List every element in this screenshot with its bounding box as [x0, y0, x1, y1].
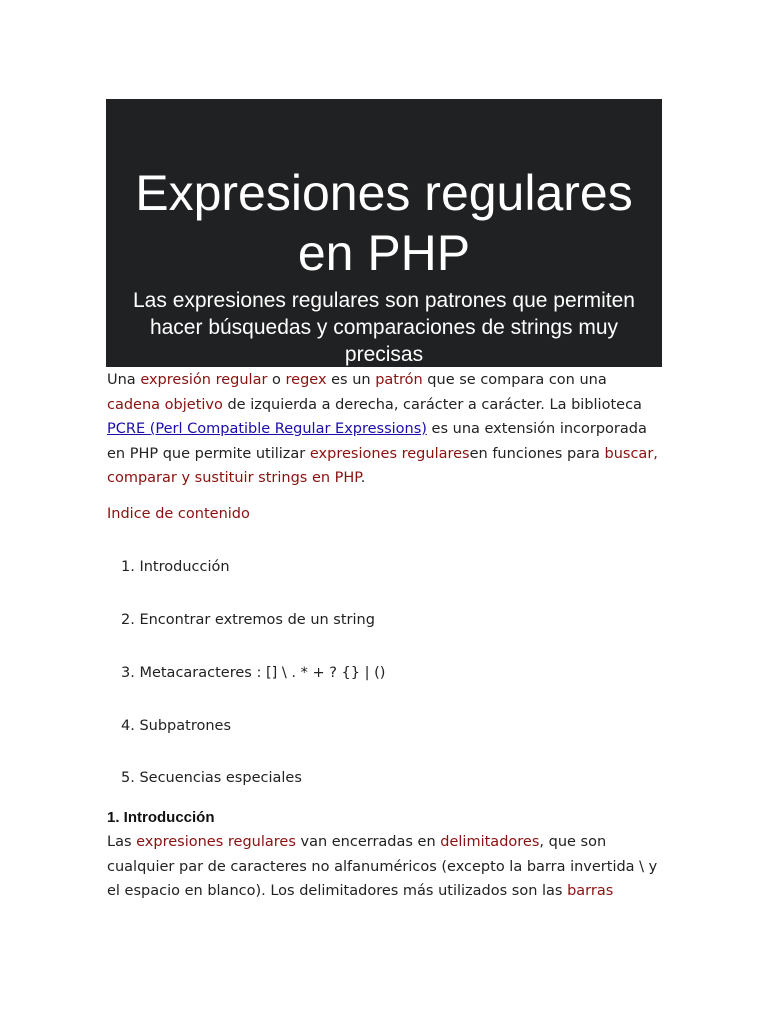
term-expresiones-regulares[interactable]: expresiones regulares [309, 445, 470, 462]
term-delimitadores[interactable]: delimitadores [440, 834, 540, 850]
hero-banner [106, 99, 662, 367]
term-patron[interactable]: patrón [375, 372, 423, 388]
section-paragraph [107, 830, 663, 904]
toc-title: Indice de contenido [107, 506, 250, 522]
intro-text: es una extensión incorporada en PHP que permite utilizar [107, 421, 647, 462]
title-line-1: Expresiones regulares [135, 165, 633, 221]
section-heading-introduccion: 1. Introducción [107, 809, 215, 826]
section-text: van encerradas en [295, 834, 441, 850]
term-cadena-objetivo[interactable]: cadena objetivo [107, 396, 223, 413]
page-title [106, 163, 662, 283]
toc-item-metacaracteres[interactable]: 3. Metacaracteres : [] \ . * + ? {} | () [121, 665, 386, 681]
toc-item-subpatrones[interactable]: 4. Subpatrones [121, 718, 231, 734]
toc-item-extremos[interactable]: 2. Encontrar extremos de un string [121, 612, 375, 628]
pcre-link[interactable]: PCRE (Perl Compatible Regular Expressions) [107, 421, 427, 437]
page-subtitle: Las expresiones regulares son patrones que permiten hacer búsquedas y comparaciones de strings muy precisas [133, 289, 635, 366]
title-line-2: en PHP [297, 225, 471, 281]
term-buscar-comparar[interactable]: buscar, comparar y sustituir strings en PHP [107, 445, 658, 486]
intro-text: en funciones para [469, 445, 605, 462]
toc-item-secuencias[interactable]: 5. Secuencias especiales [121, 770, 302, 786]
section-text: , que son cualquier par de caracteres no alfanuméricos (excepto la barra invertida \ y el espacio en blanco). Los delimitadores más utilizados son las [107, 834, 658, 899]
section-text: Las [107, 834, 137, 850]
toc-item-introduccion[interactable]: 1. Introducción [121, 559, 230, 575]
intro-text: Una [107, 372, 141, 388]
intro-text: que se compara con una [422, 372, 607, 388]
term-barras[interactable]: barras [567, 883, 614, 899]
intro-text: es un [326, 372, 376, 388]
term-expresion-regular[interactable]: expresión regular [140, 372, 268, 388]
intro-text: de izquierda a derecha, carácter a carácter. La biblioteca [222, 396, 642, 413]
intro-text: o [267, 372, 286, 388]
article-body [107, 368, 663, 899]
term-regex[interactable]: regex [285, 372, 327, 388]
term-expresiones-regulares[interactable]: expresiones regulares [136, 834, 296, 850]
intro-paragraph [107, 368, 663, 491]
intro-text: . [360, 470, 366, 486]
